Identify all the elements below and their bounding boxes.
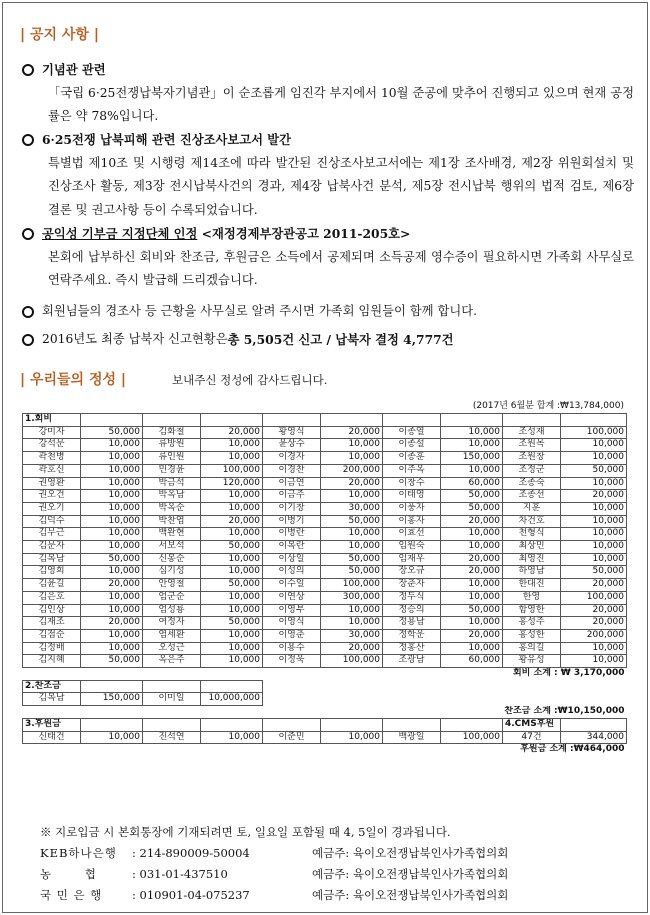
donor-name: 김화철 (143, 426, 201, 439)
group-label: 4.CMS후원 (503, 718, 561, 731)
donation-amount: 10,000 (561, 452, 627, 465)
donation-amount: 10,000 (441, 426, 503, 439)
donor-name: 47건 (503, 731, 561, 744)
donor-name: 황영식 (263, 426, 321, 439)
table-row (23, 426, 627, 439)
table-row (23, 528, 627, 541)
table-row (23, 541, 627, 554)
donation-amount: 10,000 (321, 452, 383, 465)
donor-name: 김덕수 (23, 515, 81, 528)
subtotal-label: 후원금 소계 :₩464,000 (520, 744, 625, 755)
donation-amount: 50,000 (81, 553, 143, 566)
donor-name: 이영춘 (263, 629, 321, 642)
donation-amount: 10,000 (81, 515, 143, 528)
empty-cell (143, 414, 201, 427)
donation-amount: 50,000 (561, 566, 627, 579)
donor-name: 백완현 (143, 528, 201, 541)
donation-amount: 10,000 (81, 464, 143, 477)
donation-amount: 50,000 (81, 655, 143, 668)
table-row (23, 452, 627, 465)
donation-amount: 20,000 (201, 515, 263, 528)
donor-name: 이복란 (263, 541, 321, 554)
group-header-row (23, 718, 627, 731)
notice-title: | 공지 사항 | (20, 27, 99, 43)
donation-amount: 100,000 (321, 655, 383, 668)
donor-name: 김인상 (23, 604, 81, 617)
notice-item-head: 공익성 기부금 지정단체 인정 (42, 226, 198, 241)
donor-name: 이효선 (383, 528, 441, 541)
table-row (23, 693, 627, 706)
donor-name: 이용수 (263, 642, 321, 655)
donation-amount: 10,000 (201, 439, 263, 452)
notice-item-head: 6·25전쟁 납북피해 관련 진상조사보고서 발간 (42, 132, 292, 147)
donation-amount: 10,000 (201, 528, 263, 541)
donor-name: 이준민 (263, 731, 321, 744)
table-row (23, 629, 627, 642)
donor-name: 곽호신 (23, 464, 81, 477)
empty-cell (263, 414, 321, 427)
donation-amount: 50,000 (81, 426, 143, 439)
donor-name: 이창수 (383, 477, 441, 490)
donation-amount: 10,000 (561, 477, 627, 490)
group-header-row (23, 414, 627, 427)
account-holder: 예금주: 육이오전쟁납북인사가족협의회 (312, 846, 509, 860)
donor-name: 이병란 (263, 528, 321, 541)
donation-amount: 10,000 (321, 604, 383, 617)
donation-table-body (23, 414, 627, 756)
table-row (23, 553, 627, 566)
donor-name: 천형식 (503, 528, 561, 541)
donation-amount: 100,000 (441, 731, 503, 744)
donation-amount: 10,000 (81, 591, 143, 604)
empty-cell (143, 680, 201, 693)
donor-name: 이종열 (383, 426, 441, 439)
donation-title: | 우리들의 정성 | (20, 372, 126, 388)
donation-amount: 10,000 (201, 452, 263, 465)
donor-name: 류인원 (143, 452, 201, 465)
donor-name: 홍의길 (503, 642, 561, 655)
donor-name: 조원창 (503, 452, 561, 465)
donation-subtitle: 보내주신 정성에 감사드립니다. (172, 373, 328, 387)
donation-amount: 20,000 (81, 617, 143, 630)
donor-name: 박금석 (143, 477, 201, 490)
donation-amount: 30,000 (321, 502, 383, 515)
donor-name: 오성근 (143, 642, 201, 655)
donor-name: 홍성주 (503, 617, 561, 630)
bullet-icon (22, 334, 34, 346)
bank-name: KEB하나은행 (40, 846, 117, 860)
donation-amount: 30,000 (321, 629, 383, 642)
donor-name: 하영남 (503, 566, 561, 579)
donation-amount: 60,000 (441, 655, 503, 668)
donor-name: 이종훈 (383, 452, 441, 465)
donor-name: 김복남 (23, 693, 81, 706)
donation-amount: 10,000 (81, 541, 143, 554)
donor-name: 옥은주 (143, 655, 201, 668)
donor-name: 김은호 (23, 591, 81, 604)
donation-amount: 10,000 (441, 541, 503, 554)
donation-table-wrap (22, 399, 626, 756)
subtotal-label: 회비 소계 : ₩ 3,170,000 (512, 668, 625, 679)
donation-amount: 10,000 (81, 731, 143, 744)
donor-name: 백광일 (383, 731, 441, 744)
donor-name: 이풍자 (383, 502, 441, 515)
table-row (23, 604, 627, 617)
empty-cell (201, 680, 263, 693)
donation-amount: 20,000 (561, 579, 627, 592)
donor-name: 이병기 (263, 515, 321, 528)
donor-name: 김윤길 (23, 579, 81, 592)
donor-name: 서보석 (143, 541, 201, 554)
donation-amount: 200,000 (561, 629, 627, 642)
notice-item-text: 2016년도 최종 납북자 신고현황은 (42, 332, 228, 346)
notice-item-3 (22, 222, 634, 293)
donor-name: 최상민 (503, 541, 561, 554)
table-row (23, 642, 627, 655)
donation-amount: 50,000 (561, 464, 627, 477)
donation-amount: 10,000 (201, 566, 263, 579)
donation-amount: 20,000 (441, 629, 503, 642)
donor-name: 김문자 (23, 541, 81, 554)
notice-item-body: 「국립 6·25전쟁납북자기념관」이 순조롭게 임진각 부지에서 10월 준공에 맞추어 진행되고 있으며 현재 공정률은 약 78%입니다. (48, 85, 634, 123)
donation-amount: 10,000 (201, 655, 263, 668)
empty-cell (321, 718, 383, 731)
donor-name: 정두식 (383, 591, 441, 604)
donation-amount: 200,000 (321, 464, 383, 477)
donation-amount: 10,000 (441, 439, 503, 452)
donation-amount: 20,000 (321, 477, 383, 490)
donation-amount: 10,000 (201, 629, 263, 642)
donation-amount: 20,000 (441, 566, 503, 579)
donation-amount: 10,000 (81, 439, 143, 452)
donation-amount: 50,000 (321, 553, 383, 566)
bank-name: 농 협 (40, 867, 97, 881)
donor-name: 이주옥 (383, 464, 441, 477)
donation-amount: 10,000 (321, 528, 383, 541)
donation-amount: 10,000 (81, 642, 143, 655)
table-row (23, 731, 627, 744)
donor-name: 장오규 (383, 566, 441, 579)
empty-cell (561, 718, 627, 731)
donation-amount: 10,000 (561, 515, 627, 528)
donor-name: 이수일 (263, 579, 321, 592)
donor-name: 권오건 (23, 490, 81, 503)
donation-amount: 10,000 (201, 731, 263, 744)
subtotal-row (23, 744, 627, 756)
total-note: (2017년 6월분 합계 :₩13,784,000) (472, 401, 624, 411)
donation-amount: 10,000 (561, 541, 627, 554)
donation-amount: 344,000 (561, 731, 627, 744)
donation-amount: 100,000 (201, 464, 263, 477)
donor-name: 박옥순 (143, 502, 201, 515)
donation-amount: 10,000 (321, 731, 383, 744)
donor-name: 이기창 (263, 502, 321, 515)
bullet-icon (22, 306, 34, 318)
donor-name: 강석문 (23, 439, 81, 452)
donor-name: 강미자 (23, 426, 81, 439)
donation-amount: 10,000 (201, 502, 263, 515)
donor-name: 이정욱 (263, 655, 321, 668)
donation-amount: 10,000 (81, 502, 143, 515)
donation-amount: 120,000 (201, 477, 263, 490)
donor-name: 김점순 (23, 629, 81, 642)
donor-name: 임재우 (383, 553, 441, 566)
donor-name: 조원목 (503, 439, 561, 452)
account-row (40, 885, 508, 906)
donation-amount: 10,000 (321, 541, 383, 554)
empty-cell (81, 718, 143, 731)
empty-cell (561, 414, 627, 427)
donation-amount: 10,000 (201, 642, 263, 655)
donor-name: 함영한 (503, 604, 561, 617)
donation-amount: 10,000 (561, 642, 627, 655)
donor-name: 권영환 (23, 477, 81, 490)
donor-name: 이성의 (263, 566, 321, 579)
donation-amount: 100,000 (561, 591, 627, 604)
donor-name: 김무근 (23, 528, 81, 541)
donation-amount: 20,000 (321, 426, 383, 439)
notice-item-head-suffix: <재정경제부장관공고 2011-205호> (201, 226, 411, 241)
donation-amount: 20,000 (321, 642, 383, 655)
donor-name: 한영 (503, 591, 561, 604)
donation-amount: 50,000 (321, 566, 383, 579)
donor-name: 임원숙 (383, 541, 441, 554)
donor-name: 김영희 (23, 566, 81, 579)
notice-item-body: 본회에 납부하신 회비와 찬조금, 후원금은 소득에서 공제되며 소득공제 영수증이 필요하시면 가족회 사무실로 연락주세요. 즉시 발급해 드리겠습니다. (48, 249, 634, 287)
donor-name: 조종선 (503, 490, 561, 503)
donor-name: 신태건 (23, 731, 81, 744)
donation-amount: 10,000 (441, 591, 503, 604)
donation-amount: 10,000 (81, 490, 143, 503)
notice-item-text: 회원님들의 경조사 등 근황을 사무실로 알려 주시면 가족회 임원들이 함께 합니다. (42, 304, 477, 318)
donation-amount: 10,000 (201, 490, 263, 503)
donor-name: 김재조 (23, 617, 81, 630)
donation-amount: 10,000,000 (201, 693, 263, 706)
donor-name: 정용남 (383, 617, 441, 630)
donation-amount: 150,000 (81, 693, 143, 706)
bank-name: 국 민 은 행 (40, 888, 103, 902)
donor-name: 이태영 (383, 490, 441, 503)
donation-amount: 10,000 (561, 655, 627, 668)
donation-amount: 50,000 (201, 617, 263, 630)
empty-cell (441, 718, 503, 731)
notice-item-1 (22, 58, 634, 129)
donation-amount: 20,000 (441, 553, 503, 566)
donor-name: 여정자 (143, 617, 201, 630)
donor-name: 조성재 (503, 426, 561, 439)
donor-name: 이경자 (263, 452, 321, 465)
donor-name: 조광남 (383, 655, 441, 668)
subtotal-label: 찬조금 소계 :₩10,150,000 (504, 706, 625, 717)
account-number: : 010901-04-075237 (132, 888, 250, 902)
donor-name: 엄군순 (143, 591, 201, 604)
donor-name: 이금주 (263, 490, 321, 503)
table-row (23, 566, 627, 579)
table-row (23, 655, 627, 668)
donor-name: 윤상수 (263, 439, 321, 452)
table-row (23, 591, 627, 604)
bullet-icon (22, 228, 34, 240)
group-label: 1.회비 (23, 414, 81, 427)
donation-amount: 60,000 (441, 477, 503, 490)
donor-name: 정승의 (383, 604, 441, 617)
donation-amount: 10,000 (81, 566, 143, 579)
account-number: : 214-890009-50004 (132, 846, 250, 860)
group-label: 3.후원금 (23, 718, 81, 731)
group-header-row (23, 680, 627, 693)
footer-note: ※ 지로입금 시 본회통장에 기재되려면 토, 일요일 포함될 때 4, 5일이 경과됩니다. (40, 825, 451, 839)
table-row (23, 464, 627, 477)
donor-name: 장춘자 (383, 579, 441, 592)
donor-name: 이경찬 (263, 464, 321, 477)
table-row (23, 477, 627, 490)
account-holder: 예금주: 육이오전쟁납북인사가족협의회 (312, 888, 509, 902)
donor-name: 정홍산 (383, 642, 441, 655)
donor-name: 조종숙 (503, 477, 561, 490)
donor-name: 신봉순 (143, 553, 201, 566)
subtotal-row (23, 706, 627, 719)
donor-name: 류방원 (143, 439, 201, 452)
donor-name: 이영식 (263, 617, 321, 630)
donor-name: 한대진 (503, 579, 561, 592)
donor-name: 이미일 (143, 693, 201, 706)
donor-name: 최영진 (503, 553, 561, 566)
donation-amount: 10,000 (201, 553, 263, 566)
empty-cell (201, 414, 263, 427)
group-label: 2.찬조금 (23, 680, 81, 693)
donation-amount: 10,000 (561, 528, 627, 541)
donation-amount: 50,000 (201, 541, 263, 554)
donor-name: 박옥남 (143, 490, 201, 503)
donation-amount: 10,000 (441, 617, 503, 630)
donation-amount: 10,000 (321, 617, 383, 630)
donation-amount: 10,000 (441, 579, 503, 592)
table-row (23, 439, 627, 452)
donation-amount: 20,000 (561, 604, 627, 617)
notice-item-text-bold: 총 5,505건 신고 / 납북자 결정 4,777건 (227, 332, 454, 347)
donation-amount: 10,000 (441, 642, 503, 655)
donor-name: 지훈 (503, 502, 561, 515)
donation-amount: 10,000 (81, 629, 143, 642)
notice-item-4 (22, 300, 634, 324)
subtotal-row (23, 668, 627, 681)
donor-name: 이종설 (383, 439, 441, 452)
account-holder: 예금주: 육이오전쟁납북인사가족협의회 (312, 867, 509, 881)
donor-name: 박찬엽 (143, 515, 201, 528)
donor-name: 이영부 (263, 604, 321, 617)
account-row (40, 843, 508, 864)
donation-table (22, 413, 627, 756)
donation-amount: 20,000 (81, 579, 143, 592)
empty-cell (263, 718, 321, 731)
donor-name: 이연상 (263, 591, 321, 604)
donation-amount: 20,000 (441, 515, 503, 528)
donation-amount: 100,000 (561, 426, 627, 439)
donation-amount: 20,000 (201, 426, 263, 439)
empty-cell (143, 718, 201, 731)
donor-name: 이홍자 (383, 515, 441, 528)
donation-amount: 50,000 (321, 515, 383, 528)
table-row (23, 515, 627, 528)
donor-name: 진석연 (143, 731, 201, 744)
donor-name: 김지혜 (23, 655, 81, 668)
donation-amount: 10,000 (441, 528, 503, 541)
donation-amount: 10,000 (561, 439, 627, 452)
donor-name: 엄성룡 (143, 604, 201, 617)
donor-name: 정학운 (383, 629, 441, 642)
donor-name: 홍성한 (503, 629, 561, 642)
empty-cell (503, 414, 561, 427)
donor-name: 민경윤 (143, 464, 201, 477)
donation-amount: 10,000 (201, 604, 263, 617)
table-row (23, 579, 627, 592)
empty-cell (441, 414, 503, 427)
table-row (23, 617, 627, 630)
donation-amount: 10,000 (561, 502, 627, 515)
notice-item-head: 기념관 관련 (42, 62, 106, 77)
donor-name: 이금연 (263, 477, 321, 490)
donation-amount: 300,000 (321, 591, 383, 604)
donor-name: 김복남 (23, 553, 81, 566)
bullet-icon (22, 134, 34, 146)
donor-name: 곽천병 (23, 452, 81, 465)
bullet-icon (22, 64, 34, 76)
donor-name: 염세환 (143, 629, 201, 642)
donor-name: 이상일 (263, 553, 321, 566)
notice-item-5 (22, 328, 634, 352)
donor-name: 심기성 (143, 566, 201, 579)
donation-amount: 10,000 (201, 591, 263, 604)
empty-cell (81, 414, 143, 427)
donation-amount: 10,000 (81, 477, 143, 490)
empty-cell (81, 680, 143, 693)
empty-cell (383, 718, 441, 731)
empty-cell (383, 414, 441, 427)
notice-item-2 (22, 128, 634, 222)
account-row (40, 864, 508, 885)
donation-amount: 50,000 (441, 490, 503, 503)
empty-cell (321, 414, 383, 427)
donation-amount: 150,000 (441, 452, 503, 465)
donation-amount: 10,000 (81, 604, 143, 617)
donation-amount: 10,000 (321, 439, 383, 452)
notice-item-body: 특별법 제10조 및 시행령 제14조에 따라 발간된 진상조사보고서에는 제1장 조사배경, 제2장 위원회설치 및 진상조사 활동, 제3장 전시납북사건의 경과, 제4장 납북사건 분석, 제5장 전시납북 행위의 법적 검토, 제6장 결론 및 권고사항 등이 수록되었습니다. (48, 155, 634, 217)
donation-amount: 50,000 (441, 502, 503, 515)
donation-amount: 50,000 (201, 579, 263, 592)
donor-name: 조정군 (503, 464, 561, 477)
donation-amount: 20,000 (561, 490, 627, 503)
account-number: : 031-01-437510 (132, 867, 228, 881)
donation-amount: 10,000 (81, 528, 143, 541)
empty-cell (201, 718, 263, 731)
table-row (23, 490, 627, 503)
donation-amount: 20,000 (561, 617, 627, 630)
donation-amount: 10,000 (81, 452, 143, 465)
table-row (23, 502, 627, 515)
donor-name: 안영철 (143, 579, 201, 592)
donation-amount: 10,000 (441, 464, 503, 477)
donor-name: 권오기 (23, 502, 81, 515)
donor-name: 황유성 (503, 655, 561, 668)
donor-name: 김정배 (23, 642, 81, 655)
donation-amount: 100,000 (321, 579, 383, 592)
donation-amount: 10,000 (321, 490, 383, 503)
donation-amount: 10,000 (561, 553, 627, 566)
donation-amount: 50,000 (441, 604, 503, 617)
footer (40, 822, 508, 906)
donor-name: 차건호 (503, 515, 561, 528)
